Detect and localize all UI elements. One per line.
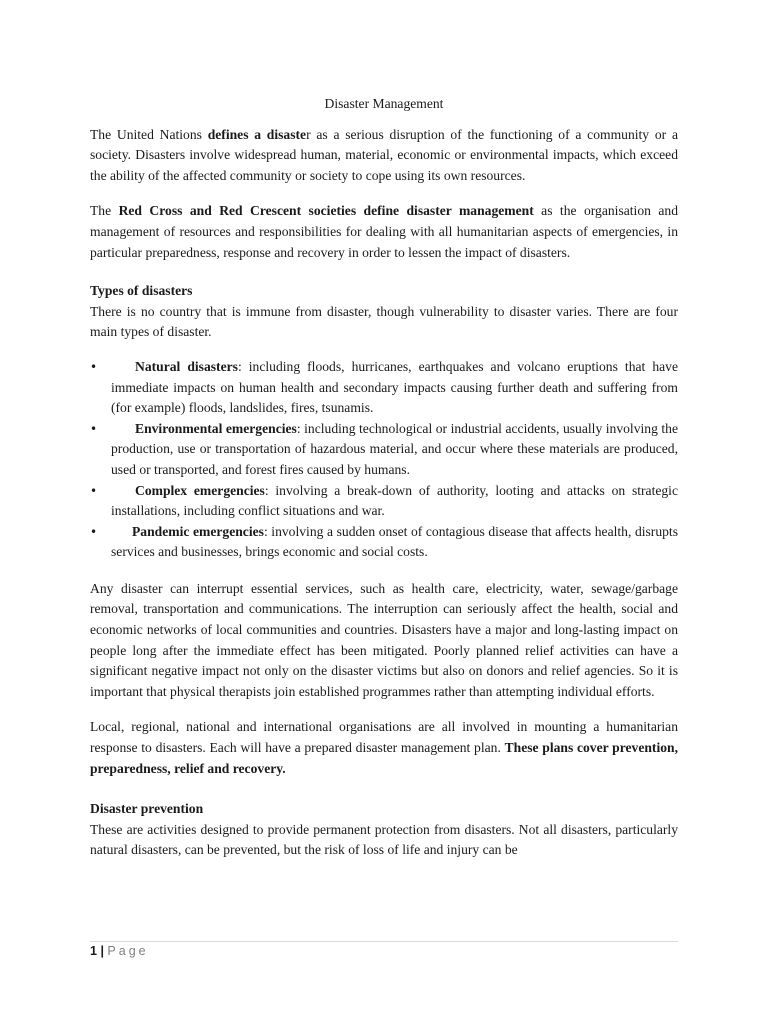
list-item-name: Natural disasters bbox=[135, 358, 238, 374]
list-item-text: : involving a sudden onset of contagious disease that affects health, disrupts services and businesses, brings economic and social costs. bbox=[111, 523, 678, 560]
red-cross-prefix: The bbox=[90, 203, 119, 219]
intro-prefix: The United Nations bbox=[90, 126, 208, 142]
intro-bold: defines a disaste bbox=[207, 126, 307, 142]
page-label: Page bbox=[107, 944, 149, 958]
disaster-types-list bbox=[90, 357, 678, 563]
list-item bbox=[90, 522, 678, 563]
list-item-name: Environmental emergencies bbox=[135, 420, 297, 436]
red-cross-bold: Red Cross and Red Crescent societies define disaster management bbox=[118, 203, 534, 219]
document-title: Disaster Management bbox=[324, 96, 444, 111]
list-item-text: : involving a break-down of authority, looting and attacks on strategic installations, including conflict situations and war. bbox=[111, 482, 678, 519]
list-item-text: : including technological or industrial accidents, usually involving the production, use or transportation of hazardous material, and occur where these materials are produced, used or transported, and forest fires caused by humans. bbox=[111, 420, 678, 477]
types-intro: There is no country that is immune from disaster, though vulnerability to disaster varies. There are four main types of disaster. bbox=[90, 303, 678, 340]
red-cross-paragraph bbox=[90, 201, 678, 263]
types-heading: Types of disasters bbox=[90, 283, 193, 299]
document-body bbox=[90, 94, 678, 861]
intro-suffix: r as a serious disruption of the functioning of a community or a society. Disasters involve widespread human, material, economic or environmental impacts, which exceed the ability of the affected community or society to cope using its own resources. bbox=[90, 126, 678, 183]
page-footer bbox=[90, 944, 149, 958]
list-item bbox=[90, 419, 678, 481]
local-bold: These plans cover prevention, preparedness, relief and recovery. bbox=[90, 740, 678, 776]
page-number: 1 bbox=[90, 944, 97, 958]
footer-divider bbox=[90, 941, 678, 942]
list-item bbox=[90, 481, 678, 522]
intro-paragraph bbox=[90, 125, 678, 187]
local-paragraph bbox=[90, 717, 678, 779]
list-item-name: Pandemic emergencies bbox=[132, 523, 264, 539]
footer-separator: | bbox=[100, 944, 104, 958]
red-cross-suffix: as the organisation and management of resources and responsibilities for dealing with all humanitarian aspects of emergencies, in particular preparedness, response and recovery in order to lessen the impact of disasters. bbox=[90, 203, 678, 260]
local-text: Local, regional, national and international organisations are all involved in mounting a humanitarian response to disasters. Each will have a prepared disaster management plan. bbox=[90, 719, 678, 756]
any-disaster-paragraph: Any disaster can interrupt essential services, such as health care, electricity, water, sewage/garbage removal, transportation and communications. The interruption can seriously affect the health, social and economic networks of local communities and countries. Disasters have a major and long-lasting impact on people long after the immediate effect has been mitigated. Poorly planned relief activities can have a significant negative impact not only on the disaster victims but also on donors and relief agencies. So it is important that physical therapists join established programmes rather than attempting individual efforts. bbox=[90, 580, 678, 699]
prevention-paragraph: These are activities designed to provide permanent protection from disasters. Not all disasters, particularly natural disasters, can be prevented, but the risk of loss of life and injury can be bbox=[90, 821, 678, 858]
prevention-heading: Disaster prevention bbox=[90, 801, 204, 817]
list-item-text: : including floods, hurricanes, earthquakes and volcano eruptions that have immediate impacts on human health and secondary impacts causing further death and suffering from (for example) floods, landslides, fires, tsunamis. bbox=[111, 358, 678, 416]
list-item bbox=[90, 357, 678, 419]
list-item-name: Complex emergencies bbox=[135, 482, 265, 498]
